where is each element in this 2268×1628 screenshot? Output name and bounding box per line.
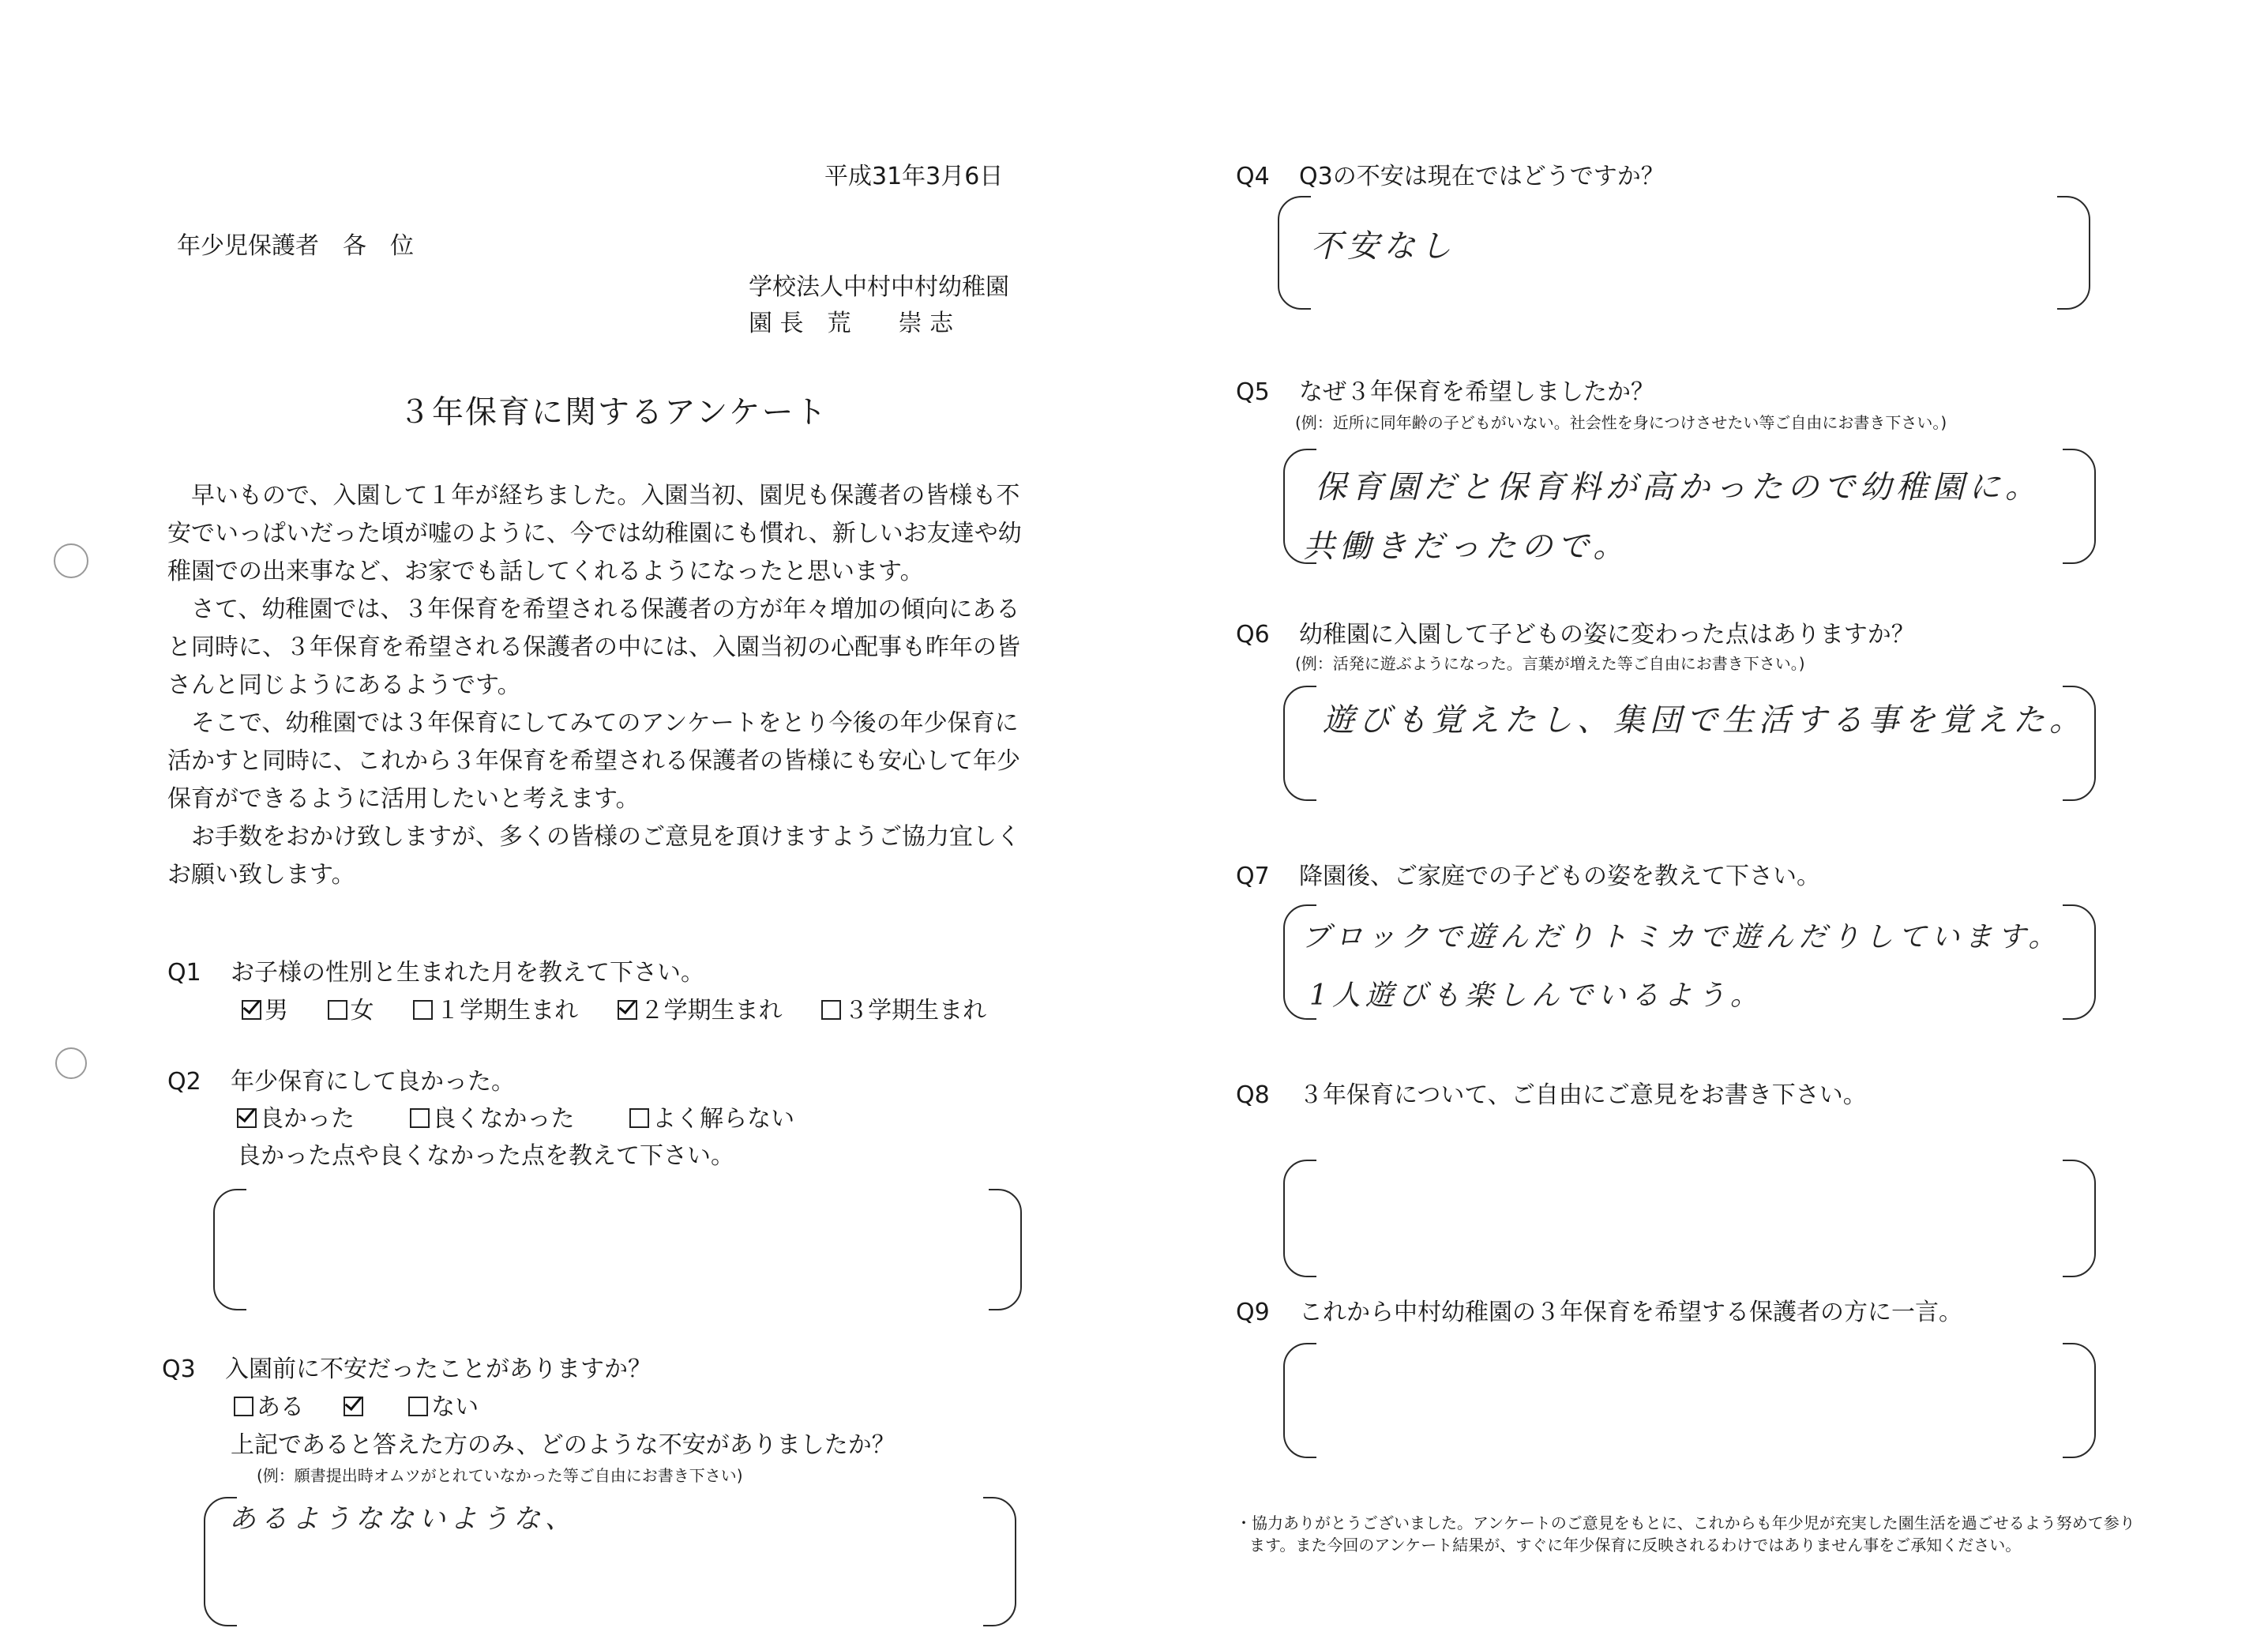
checkbox[interactable] [234, 1397, 253, 1416]
question-number: Q4 [1236, 163, 1270, 190]
option-label: ３学期生まれ [844, 997, 987, 1025]
question-7 [1236, 859, 1820, 894]
q8-answer-box[interactable] [1283, 1160, 2096, 1277]
checkbox[interactable] [629, 1108, 649, 1128]
option-label: 女 [350, 997, 374, 1025]
q5-handwritten-answer-line1: 保育園だと保育料が高かったので幼稚園に。 [1315, 469, 2041, 506]
question-text: 降園後、ご家庭での子どもの姿を教えて下さい。 [1299, 863, 1820, 890]
option-label: ない [431, 1393, 479, 1421]
q6-example: (例：活発に遊ぶようになった。言葉が増えた等ご自由にお書き下さい。) [1295, 654, 1805, 673]
option-label: ある [257, 1393, 304, 1421]
addressee: 年少児保護者 各 位 [177, 232, 414, 260]
q2-option-unsure[interactable] [629, 1102, 794, 1137]
q2-answer-box[interactable] [213, 1189, 1022, 1310]
punch-hole-mark [54, 543, 88, 578]
option-label: 男 [265, 997, 288, 1025]
q3-example: (例：願書提出時オムツがとれていなかった等ご自由にお書き下さい) [257, 1466, 743, 1485]
q2-option-good[interactable] [237, 1102, 355, 1137]
question-text: ３年保育について、ご自由にご意見をお書き下さい。 [1299, 1081, 1867, 1109]
question-number: Q2 [167, 1068, 201, 1096]
checkbox[interactable] [413, 1000, 433, 1020]
q5-example: (例：近所に同年齢の子どもがいない。社会性を身につけさせたい等ご自由にお書き下さい。) [1295, 413, 1947, 432]
option-label: 良かった [260, 1105, 355, 1133]
q2-option-not-good[interactable] [410, 1102, 575, 1137]
question-text: 年少保育にして良かった。 [231, 1068, 515, 1096]
question-text: 幼稚園に入園して子どもの姿に変わった点はありますか？ [1299, 621, 1915, 649]
q1-option-term3[interactable] [821, 994, 986, 1028]
q1-option-term1[interactable] [413, 994, 578, 1028]
q2-subquestion: 良かった点や良くなかった点を教えて下さい。 [237, 1142, 734, 1170]
q7-handwritten-answer-line2: 1人遊びも楽しんでいるよう。 [1309, 979, 1763, 1012]
q9-answer-box[interactable] [1283, 1343, 2096, 1458]
q3-handwritten-answer: あるようなないような、 [229, 1503, 576, 1535]
question-text: なぜ３年保育を希望しましたか？ [1299, 378, 1654, 406]
q3-subquestion: 上記であると答えた方のみ、どのような不安がありましたか？ [231, 1431, 896, 1459]
checkbox[interactable] [821, 1000, 841, 1020]
punch-hole-mark [55, 1047, 87, 1079]
question-1 [167, 956, 704, 991]
date: 平成31年3月6日 [824, 163, 1004, 190]
question-text: 入園前に不安だったことがありますか？ [225, 1355, 651, 1383]
q1-option-term2[interactable] [618, 994, 783, 1028]
question-text: Q3の不安は現在ではどうですか？ [1299, 163, 1665, 190]
checkbox[interactable] [410, 1108, 430, 1128]
option-label: １学期生まれ [436, 997, 579, 1025]
intro-text [167, 477, 1040, 894]
intro-paragraph: さて、幼稚園では、３年保育を希望される保護者の方が年々増加の傾向にあると同時に、３年保育を希望される保護者の中には、入園当初の心配事も昨年の皆さんと同じようにあるようです。 [167, 596, 1020, 699]
question-number: Q5 [1236, 378, 1270, 406]
footer-note-line1: ・協力ありがとうございました。アンケートのご意見をもとに、これからも年少児が充実した園生活を過ごせるよう努めて参り [1236, 1513, 2135, 1532]
q6-handwritten-answer: 遊びも覚えたし、集団で生活する事を覚えた。 [1323, 702, 2086, 739]
checkbox-checked[interactable] [618, 1000, 637, 1020]
checkbox[interactable] [408, 1397, 428, 1416]
question-number: Q1 [167, 959, 201, 987]
question-number: Q3 [162, 1355, 196, 1383]
page-title: ３年保育に関するアンケート [399, 394, 828, 430]
question-9 [1236, 1295, 1962, 1330]
q1-option-female[interactable] [328, 994, 374, 1028]
intro-paragraph: 早いもので、入園して１年が経ちました。入園当初、園児も保護者の皆様も不安でいっぱいだった頃が嘘のように、今では幼稚園にも慣れ、新しいお友達や幼稚園での出来事など、お家でも話してくれるようになったと思います。 [167, 482, 1022, 585]
intro-paragraph: お手数をおかけ致しますが、多くの皆様のご意見を頂けますようご協力宜しくお願い致します。 [167, 823, 1020, 889]
q3-options [234, 1390, 510, 1425]
checkbox-checked[interactable] [237, 1108, 257, 1128]
q5-handwritten-answer-line2: 共働きだったので。 [1303, 528, 1630, 565]
question-text: これから中村幼稚園の３年保育を希望する保護者の方に一言。 [1299, 1299, 1962, 1326]
q2-options [237, 1102, 826, 1137]
checkbox[interactable] [328, 1000, 347, 1020]
q3-option-no[interactable] [408, 1390, 479, 1425]
principal: 園 長 荒 崇 志 [749, 310, 954, 337]
checkbox-checked[interactable] [242, 1000, 261, 1020]
question-4 [1236, 160, 1665, 194]
question-6 [1236, 618, 1915, 652]
footer-note-line2: ます。また今回のアンケート結果が、すぐに年少保育に反映されるわけではありません事をご承知ください。 [1249, 1536, 2022, 1555]
q1-option-male[interactable] [242, 994, 288, 1028]
question-2 [167, 1065, 515, 1100]
question-number: Q7 [1236, 863, 1270, 890]
option-label: ２学期生まれ [640, 997, 783, 1025]
question-number: Q9 [1236, 1299, 1270, 1326]
q4-handwritten-answer: 不安なし [1311, 228, 1456, 265]
option-label: 良くなかった [432, 1105, 575, 1133]
question-3 [162, 1352, 651, 1387]
option-label: よく解らない [652, 1105, 795, 1133]
question-8 [1236, 1078, 1867, 1113]
question-5 [1236, 375, 1654, 410]
checkbox-checked[interactable] [344, 1397, 363, 1416]
intro-paragraph: そこで、幼稚園では３年保育にしてみてのアンケートをとり今後の年少保育に活かすと同時に、これから３年保育を希望される保護者の皆様にも安心して年少保育ができるように活用したいと考えます。 [167, 709, 1020, 813]
question-number: Q6 [1236, 621, 1270, 649]
q7-handwritten-answer-line1: ブロックで遊んだりトミカで遊んだりしています。 [1301, 921, 2062, 953]
question-text: お子様の性別と生まれた月を教えて下さい。 [231, 959, 704, 987]
q3-option-yes[interactable] [234, 1390, 304, 1425]
question-number: Q8 [1236, 1081, 1270, 1109]
q1-options [242, 994, 1018, 1028]
organization: 学校法人中村中村幼稚園 [749, 273, 1009, 301]
q3-option-middle[interactable] [344, 1390, 366, 1425]
